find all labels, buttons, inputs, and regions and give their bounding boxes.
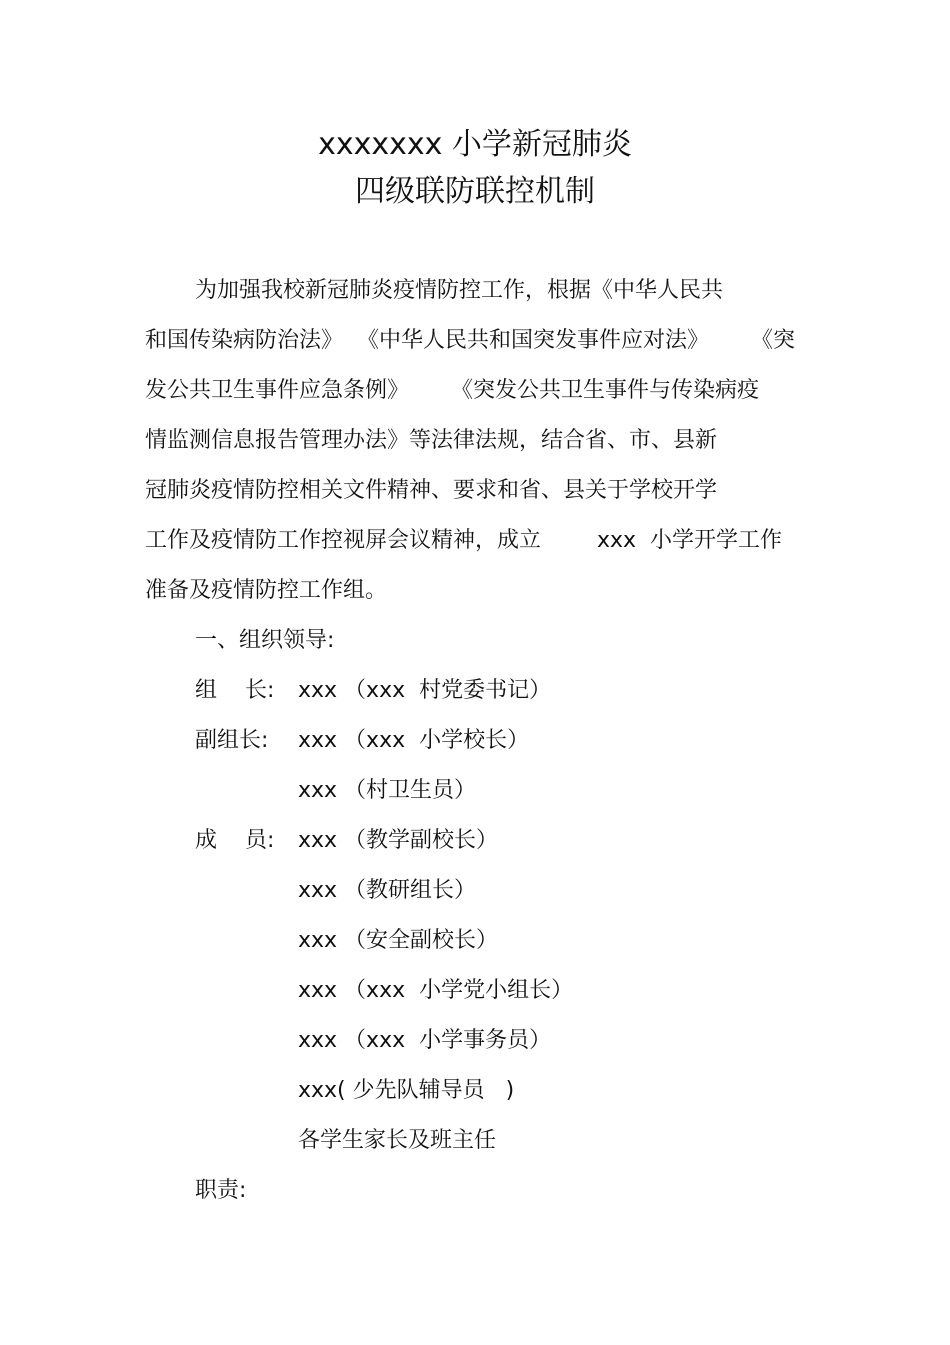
intro-line-3: 发公共卫生事件应急条例》 《突发公共卫生事件与传染病疫 — [145, 378, 759, 403]
section-heading: 一、组织领导: — [195, 628, 335, 653]
leader-label: 组 长: — [195, 678, 275, 703]
document-title-line2: 四级联防联控机制 — [355, 174, 595, 209]
intro-line-5: 冠肺炎疫情防控相关文件精神、要求和省、县关于学校开学 — [145, 478, 718, 503]
member-item-7: 各学生家长及班主任 — [298, 1128, 497, 1153]
intro-line-2: 和国传染病防治法》 《中华人民共和国突发事件应对法》 《突 — [145, 328, 795, 353]
intro-line-4: 情监测信息报告管理办法》等法律法规，结合省、市、县新 — [145, 428, 718, 453]
duties-label: 职责: — [195, 1178, 247, 1203]
document-title-line1: xxxxxxx 小学新冠肺炎 — [318, 127, 632, 162]
deputy-item-1: xxx （xxx 小学校长） — [298, 728, 530, 753]
members-label: 成 员: — [195, 828, 275, 853]
intro-line-1: 为加强我校新冠肺炎疫情防控工作，根据《中华人民共 — [195, 278, 724, 303]
member-item-1: xxx （教学副校长） — [298, 828, 499, 853]
member-item-2: xxx （教研组长） — [298, 878, 477, 903]
member-item-6: xxx( 少先队辅导员 ) — [298, 1078, 515, 1103]
leader-value: xxx （xxx 村党委书记） — [298, 678, 552, 703]
deputy-item-2: xxx （村卫生员） — [298, 778, 477, 803]
member-item-3: xxx （安全副校长） — [298, 928, 499, 953]
intro-line-6: 工作及疫情防工作控视屏会议精神，成立 xxx 小学开学工作 — [145, 528, 782, 553]
member-item-5: xxx （xxx 小学事务员） — [298, 1028, 552, 1053]
deputy-label: 副组长: — [195, 728, 269, 753]
intro-line-7: 准备及疫情防控工作组。 — [145, 578, 388, 603]
member-item-4: xxx （xxx 小学党小组长） — [298, 978, 574, 1003]
